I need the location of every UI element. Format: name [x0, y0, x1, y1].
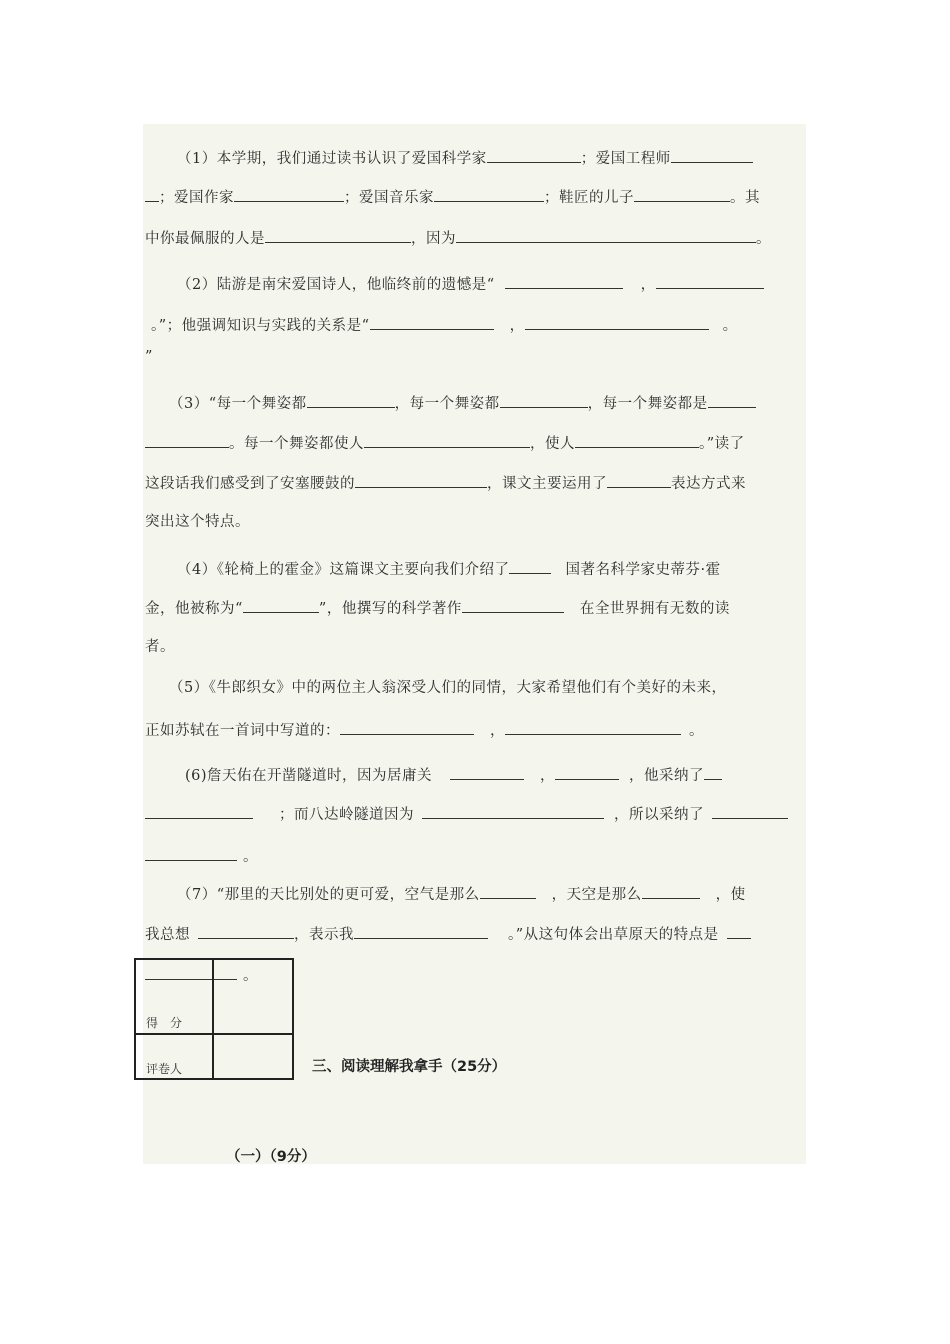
q3-blank-3[interactable] [708, 393, 756, 408]
q1-blank-shoemaker-son[interactable] [634, 187, 730, 202]
q3-blank-3-cont[interactable] [145, 433, 229, 448]
q5-blank-2[interactable] [505, 720, 681, 735]
q6-line-3: 。 [145, 846, 258, 866]
q2-line-1: （2）陆游是南宋爱国诗人，他临终前的遗憾是“ ， [145, 274, 764, 294]
q7-blank-feature[interactable] [727, 924, 751, 939]
q7-line-2: 我总想 ，表示我 。”从这句体会出草原天的特点是 [145, 924, 751, 944]
q5-line-2: 正如苏轼在一首词中写道的： ， 。 [145, 720, 704, 740]
score-table [134, 958, 294, 1080]
q1-blank-engineer[interactable] [671, 148, 753, 163]
q4-blank-book[interactable] [462, 598, 564, 613]
q3-line-1: （3）“每一个舞姿都 ，每一个舞姿都 ，每一个舞姿都是 [145, 393, 756, 413]
score-table-divider [136, 1033, 292, 1035]
q3-blank-6[interactable] [355, 473, 487, 488]
q1-blank-engineer-cont[interactable] [145, 187, 159, 202]
q3-line-4: 突出这个特点。 [145, 514, 250, 530]
q1-blank-scientist[interactable] [487, 148, 581, 163]
section-3-title: 三、阅读理解我拿手（25分） [312, 1059, 507, 1075]
q6-line-2: ；而八达岭隧道因为 ，所以采纳了 [145, 804, 788, 824]
q2-blank-quote-1[interactable] [370, 315, 494, 330]
q3-blank-7[interactable] [607, 473, 671, 488]
q3-blank-2[interactable] [500, 393, 588, 408]
q2-line-3: ” [145, 349, 153, 365]
q4-blank-title[interactable] [243, 598, 319, 613]
q1-line-3: 中你最佩服的人是 ，因为 。 [145, 228, 771, 248]
q1-blank-admired[interactable] [265, 228, 411, 243]
q1-blank-writer[interactable] [234, 187, 344, 202]
q2-blank-poem-1[interactable] [505, 274, 623, 289]
q7-line-3: 。 [145, 965, 258, 985]
q1-line-2: ；爱国作家 ；爱国音乐家 ；鞋匠的儿子 。其 [145, 187, 760, 207]
q5-blank-1[interactable] [340, 720, 474, 735]
q6-blank-5-cont[interactable] [145, 846, 237, 861]
score-table-divider [212, 960, 214, 1078]
q6-blank-2[interactable] [555, 765, 619, 780]
q6-blank-5[interactable] [712, 804, 788, 819]
q7-blank-express[interactable] [354, 924, 488, 939]
q3-line-3: 这段话我们感受到了安塞腰鼓的 ，课文主要运用了 表达方式来 [145, 473, 746, 493]
q3-line-2: 。每一个舞姿都使人 ，使人 。”读了 [145, 433, 745, 453]
q4-blank-country[interactable] [509, 559, 551, 574]
q3-blank-5[interactable] [575, 433, 699, 448]
q4-line-3: 者。 [145, 639, 175, 655]
q2-line-2: 。”；他强调知识与实践的关系是“ ， 。 [145, 315, 738, 335]
score-label: 得 分 [146, 1016, 183, 1030]
q7-blank-sky[interactable] [642, 884, 700, 899]
q1-blank-musician[interactable] [434, 187, 544, 202]
q7-blank-air[interactable] [480, 884, 536, 899]
grader-cell[interactable] [216, 1037, 290, 1077]
subsection-1-title: （一）（9分） [226, 1149, 316, 1165]
q4-line-1: （4）《轮椅上的霍金》这篇课文主要向我们介绍了 国著名科学家史蒂芬·霍 [145, 559, 721, 579]
q1-blank-reason[interactable] [456, 228, 756, 243]
q7-line-1: （7）“那里的天比别处的更可爱，空气是那么 ，天空是那么 ，使 [145, 884, 746, 904]
q3-blank-1[interactable] [307, 393, 395, 408]
q2-blank-poem-2[interactable] [656, 274, 764, 289]
q2-blank-quote-2[interactable] [525, 315, 709, 330]
q3-blank-4[interactable] [364, 433, 530, 448]
score-cell[interactable] [216, 962, 290, 1030]
q6-blank-3-cont[interactable] [145, 804, 253, 819]
q7-blank-want[interactable] [198, 924, 294, 939]
q6-blank-1[interactable] [450, 765, 524, 780]
q6-blank-4[interactable] [422, 804, 604, 819]
q6-blank-3[interactable] [704, 765, 722, 780]
q6-line-1: (6)詹天佑在开凿隧道时，因为居庸关 ， ，他采纳了 [145, 765, 722, 785]
grader-label: 评卷人 [146, 1062, 183, 1076]
q1-line-1: （1）本学期，我们通过读书认识了爱国科学家 ；爱国工程师 [145, 148, 753, 168]
q5-line-1: （5）《牛郎织女》中的两位主人翁深受人们的同情，大家希望他们有个美好的未来， [169, 680, 727, 696]
q4-line-2: 金，他被称为“ ”，他撰写的科学著作 在全世界拥有无数的读 [145, 598, 730, 618]
